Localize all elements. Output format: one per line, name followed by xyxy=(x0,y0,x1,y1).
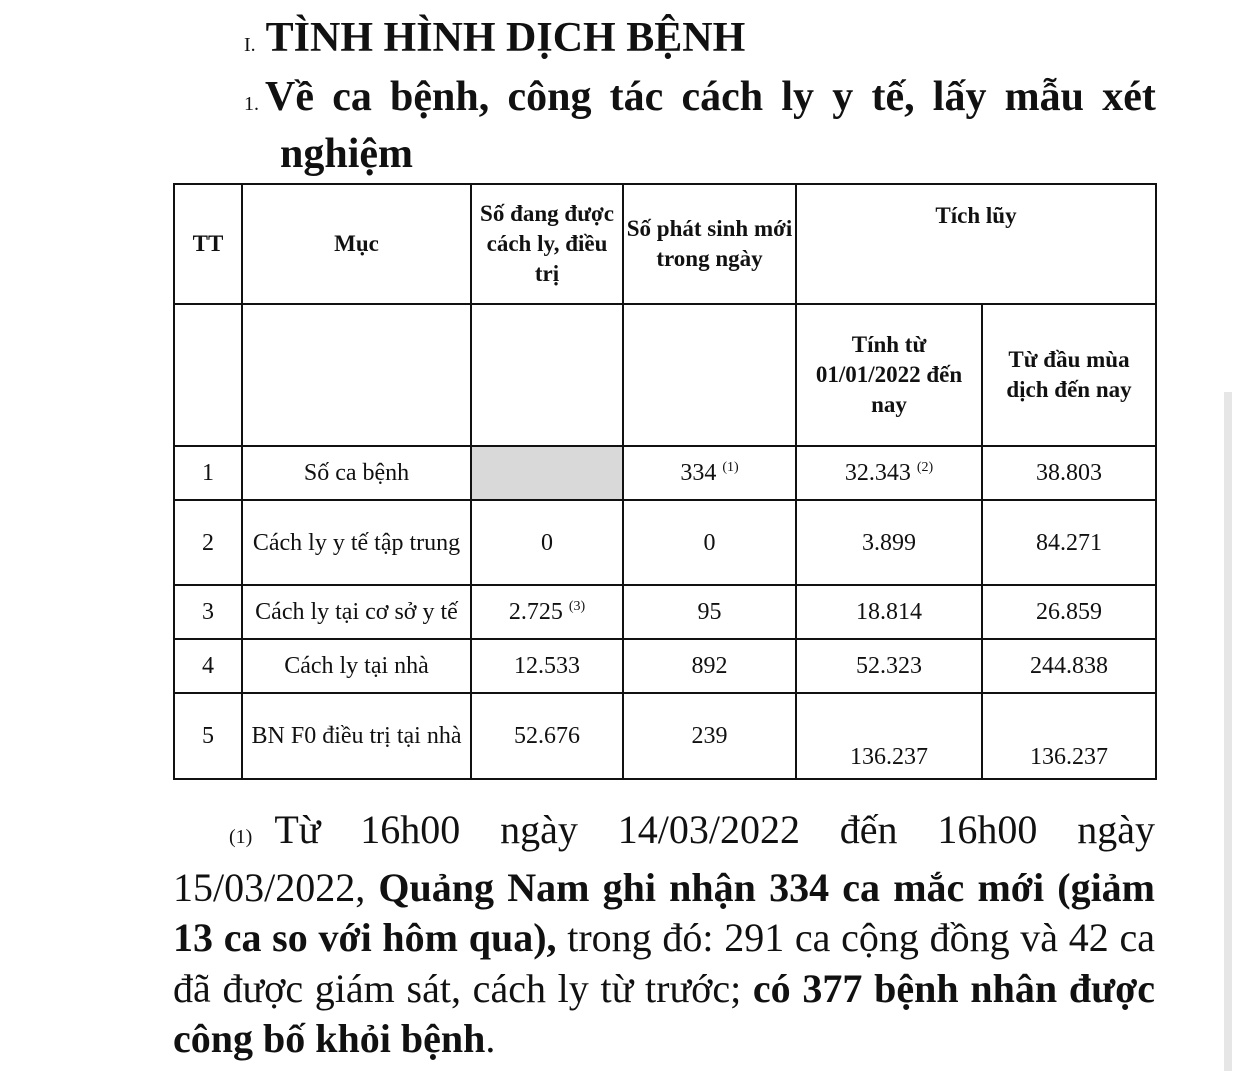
footnote-text: . xyxy=(485,1016,496,1061)
subsection-marker: 1. xyxy=(244,93,259,115)
cell-tt: 5 xyxy=(174,693,242,779)
subsection-title-word: y xyxy=(832,74,854,120)
cell-muc: Cách ly tại cơ sở y tế xyxy=(242,585,471,639)
cell-dang: 52.676 xyxy=(471,693,623,779)
cell-dang: 2.725 $^{(3)}$ xyxy=(471,585,623,639)
footnote-ref: (3) xyxy=(568,599,586,614)
footnote-ref: (2) xyxy=(916,460,934,475)
cell-tu-dau: 244.838 xyxy=(982,639,1156,693)
empty-cell xyxy=(471,304,623,446)
table-row xyxy=(174,693,1156,779)
cell-phat-sinh: 239 xyxy=(623,693,796,779)
table-subheader-row xyxy=(174,304,1156,446)
epidemic-table xyxy=(173,183,1157,780)
cell-dang-shaded xyxy=(471,446,623,500)
subsection-title-word: lấy xyxy=(932,74,987,120)
subsection-title-word: mẫu xyxy=(1004,74,1085,120)
section-marker: I. xyxy=(244,34,256,56)
header-tt: TT xyxy=(174,184,242,304)
footnote-text: trong đó: 291 ca cộng đồng và 42 ca đã được giám sát, cách ly từ trước; xyxy=(173,915,1155,1011)
cell-phat-sinh: 892 xyxy=(623,639,796,693)
table-row xyxy=(174,639,1156,693)
cell-tu-2022: 3.899 xyxy=(796,500,982,585)
header-tich-luy: Tích lũy xyxy=(796,184,1156,304)
cell-muc: BN F0 điều trị tại nhà xyxy=(242,693,471,779)
subsection-title-word: công xyxy=(507,74,592,120)
footnote-text: Từ 16h00 ngày 14/03/2022 đến 16h00 ngày 15/03/2022, xyxy=(173,807,1155,910)
subsection-title-word: tế, xyxy=(871,74,915,120)
footnote-marker: (1) xyxy=(229,826,253,848)
cell-muc: Số ca bệnh xyxy=(242,446,471,500)
subsection-title-word: cách xyxy=(681,74,764,120)
cell-phat-sinh: 334 $^{(1)}$ xyxy=(623,446,796,500)
empty-cell xyxy=(174,304,242,446)
table-row xyxy=(174,446,1156,500)
footnote-bold-text: Quảng Nam ghi nhận 334 ca mắc mới (giảm 13 ca so với hôm qua), xyxy=(173,864,1155,960)
cell-tu-dau: 26.859 xyxy=(982,585,1156,639)
cell-tu-dau: 84.271 xyxy=(982,500,1156,585)
cell-phat-sinh: 0 xyxy=(623,500,796,585)
subsection-title-line1 xyxy=(244,72,1156,129)
subsection-title-word: ly xyxy=(781,74,815,120)
cell-tu-2022: 32.343 $^{(2)}$ xyxy=(796,446,982,500)
section-heading xyxy=(244,14,745,62)
subsection-title-word: xét xyxy=(1102,74,1156,120)
cell-muc: Cách ly tại nhà xyxy=(242,639,471,693)
empty-cell xyxy=(242,304,471,446)
cell-phat-sinh: 95 xyxy=(623,585,796,639)
cell-dang: 12.533 xyxy=(471,639,623,693)
table-header-row xyxy=(174,184,1156,304)
cell-muc: Cách ly y tế tập trung xyxy=(242,500,471,585)
section-title: TÌNH HÌNH DỊCH BỆNH xyxy=(265,15,746,61)
subsection-title-first-word: 1. Về xyxy=(244,74,314,120)
cell-tu-dau: 136.237 xyxy=(982,693,1156,779)
table-row xyxy=(174,500,1156,585)
header-muc: Mục xyxy=(242,184,471,304)
table-row xyxy=(174,585,1156,639)
cell-tu-dau: 38.803 xyxy=(982,446,1156,500)
footnote-ref: (1) xyxy=(722,460,739,475)
subsection-title-word: ca xyxy=(332,74,372,120)
subsection-title-line2: nghiệm xyxy=(280,131,414,177)
cell-tt: 1 xyxy=(174,446,242,500)
cell-dang: 0 xyxy=(471,500,623,585)
cell-tu-2022: 18.814 xyxy=(796,585,982,639)
footnote-bold-text: có 377 bệnh nhân được công bố khỏi bệnh xyxy=(173,965,1155,1061)
cell-tt: 2 xyxy=(174,500,242,585)
header-dang: Số đang được cách ly, điều trị xyxy=(471,184,623,304)
header-tu-dau: Từ đầu mùa dịch đến nay xyxy=(982,304,1156,446)
subsection-title-word: tác xyxy=(609,74,664,120)
header-phat-sinh: Số phát sinh mới trong ngày xyxy=(623,184,796,304)
cell-tt: 4 xyxy=(174,639,242,693)
subsection-heading xyxy=(244,72,1156,179)
subsection-title-word: bệnh, xyxy=(390,74,490,120)
cell-tt: 3 xyxy=(174,585,242,639)
cell-tu-2022: 136.237 xyxy=(796,693,982,779)
footnote-paragraph xyxy=(173,805,1155,1065)
empty-cell xyxy=(623,304,796,446)
header-tu-2022: Tính từ 01/01/2022 đến nay xyxy=(796,304,982,446)
cell-tu-2022: 52.323 xyxy=(796,639,982,693)
vertical-scrollbar[interactable] xyxy=(1224,392,1232,1071)
